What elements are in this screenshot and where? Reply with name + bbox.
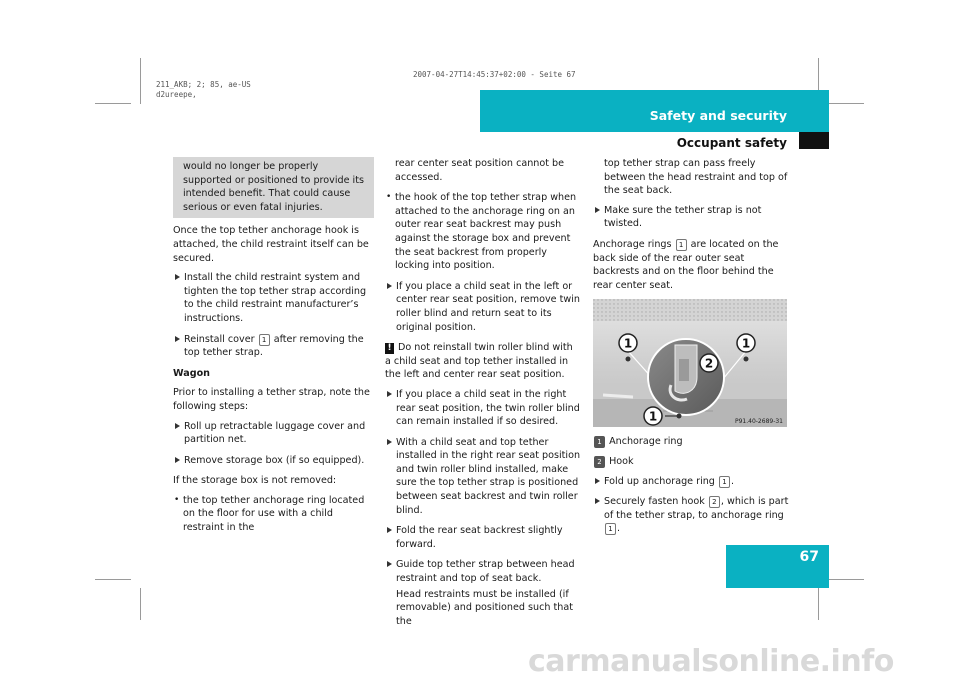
step-text: , which is part of the tether strap, to anchorage ring bbox=[604, 496, 789, 521]
watermark: carmanualsonline.info bbox=[528, 644, 894, 679]
figure-code: P91.40-2689-31 bbox=[734, 418, 783, 426]
paragraph bbox=[593, 238, 789, 292]
callout-number: 1 bbox=[605, 523, 616, 535]
column-3 bbox=[593, 157, 789, 543]
callout-1-right bbox=[737, 334, 755, 352]
step-item: If you place a child seat in the right rear seat position, the twin roller blind can remain installed if so desired. bbox=[385, 388, 581, 429]
callout-number: 1 bbox=[259, 334, 270, 346]
crop-mark bbox=[818, 588, 819, 620]
step-text: Fold up anchorage ring bbox=[604, 475, 715, 487]
paragraph: If the storage box is not removed: bbox=[173, 475, 337, 487]
meta-line1: 211_AKB; 2; 85, ae-US bbox=[156, 80, 251, 89]
section-title: Safety and security bbox=[649, 108, 787, 123]
callout-number: 2 bbox=[709, 496, 720, 508]
step-item: Install the child restraint system and tighten the top tether strap according to the child restraint manufacturer’s instructions. bbox=[173, 271, 374, 325]
page-number-box bbox=[726, 545, 829, 588]
legend-item bbox=[593, 435, 789, 449]
callout-number: 1 bbox=[594, 436, 605, 448]
header-tab bbox=[799, 132, 829, 149]
notice bbox=[385, 341, 581, 382]
bullet-item: • the hook of the top tether strap when attached to the anchorage ring on an outer rear seat backrest may push against the storage box and prevent the seat backrest from properly locking into position. bbox=[385, 191, 581, 273]
callout-label: 1 bbox=[741, 336, 751, 351]
step-text: Reinstall cover bbox=[184, 333, 255, 345]
callout-label: 2 bbox=[704, 356, 714, 371]
meta-line2: d2ureepe, bbox=[156, 90, 197, 99]
step-item: Fold up anchorage ring 1 . bbox=[593, 475, 789, 489]
page-number: 67 bbox=[799, 549, 819, 565]
callout-number: 2 bbox=[594, 456, 605, 468]
section-heading: Wagon bbox=[173, 367, 211, 379]
print-meta bbox=[156, 70, 251, 100]
subsection-title: Occupant safety bbox=[676, 136, 787, 150]
step-text: after removing the top tether strap. bbox=[184, 333, 364, 359]
crop-mark bbox=[140, 588, 141, 620]
crop-mark bbox=[828, 103, 864, 104]
step-item: Remove storage box (if so equipped). bbox=[173, 454, 374, 468]
step-item: Fold the rear seat backrest slightly forward. bbox=[385, 524, 581, 551]
callout-2 bbox=[700, 354, 718, 372]
step-item: Roll up retractable luggage cover and partition net. bbox=[173, 420, 374, 447]
notice-icon: ! bbox=[385, 343, 394, 354]
warning-box: would no longer be properly supported or positioned to provide its intended benefit. That could cause serious or even fatal injuries. bbox=[173, 157, 374, 218]
step-note: Head restraints must be installed (if removable) and positioned such that the bbox=[396, 588, 573, 627]
anchorage-illustration bbox=[593, 299, 787, 427]
legend-text: Hook bbox=[609, 455, 634, 467]
paragraph: Prior to installing a tether strap, note the following steps: bbox=[173, 387, 370, 412]
crop-mark bbox=[828, 579, 864, 580]
crop-mark bbox=[95, 579, 131, 580]
bullet-item: • the top tether anchorage ring located on the floor for use with a child restraint in the bbox=[173, 494, 374, 535]
callout-label: 1 bbox=[623, 336, 633, 351]
step-item: Securely fasten hook 2 , which is part of the tether strap, to anchorage ring 1 . bbox=[593, 495, 789, 536]
bullet-continuation: rear center seat position cannot be accessed. bbox=[395, 158, 565, 183]
column-2 bbox=[385, 157, 581, 634]
step-item: Make sure the tether strap is not twisted. bbox=[593, 204, 789, 231]
step-item: Guide top tether strap between head restraint and top of seat back. bbox=[385, 558, 581, 585]
paragraph-text: Anchorage rings bbox=[593, 238, 672, 250]
column-1 bbox=[173, 157, 374, 542]
step-item: If you place a child seat in the left or center rear seat position, remove twin roller blind and return seat to its original position. bbox=[385, 280, 581, 334]
legend-text: Anchorage ring bbox=[609, 436, 683, 448]
step-item: With a child seat and top tether installed in the right rear seat position and twin roller blind installed, make sure the top tether strap is positioned between seat backrest and twin roller blind. bbox=[385, 436, 581, 518]
notice-text: Do not reinstall twin roller blind with a child seat and top tether installed in the left and center rear seat position. bbox=[385, 342, 573, 381]
step-continuation: top tether strap can pass freely between the head restraint and top of the seat back. bbox=[604, 158, 788, 197]
callout-label: 1 bbox=[648, 409, 658, 424]
paragraph-text: are located on the back side of the rear outer seat backrests and on the floor behind the rear center seat. bbox=[593, 238, 779, 291]
print-stamp: 2007-04-27T14:45:37+02:00 - Seite 67 bbox=[413, 70, 576, 79]
legend-item bbox=[593, 455, 789, 469]
paragraph: Once the top tether anchorage hook is attached, the child restraint itself can be secured. bbox=[173, 225, 369, 264]
crop-mark bbox=[95, 103, 131, 104]
step-item bbox=[173, 333, 374, 360]
callout-number: 1 bbox=[676, 239, 687, 251]
step-text: Securely fasten hook bbox=[604, 496, 705, 508]
callout-1-left bbox=[619, 334, 637, 352]
crop-mark bbox=[140, 58, 141, 104]
callout-number: 1 bbox=[719, 476, 730, 488]
callout-1-bottom bbox=[644, 407, 662, 425]
anchorage-figure bbox=[593, 299, 787, 427]
